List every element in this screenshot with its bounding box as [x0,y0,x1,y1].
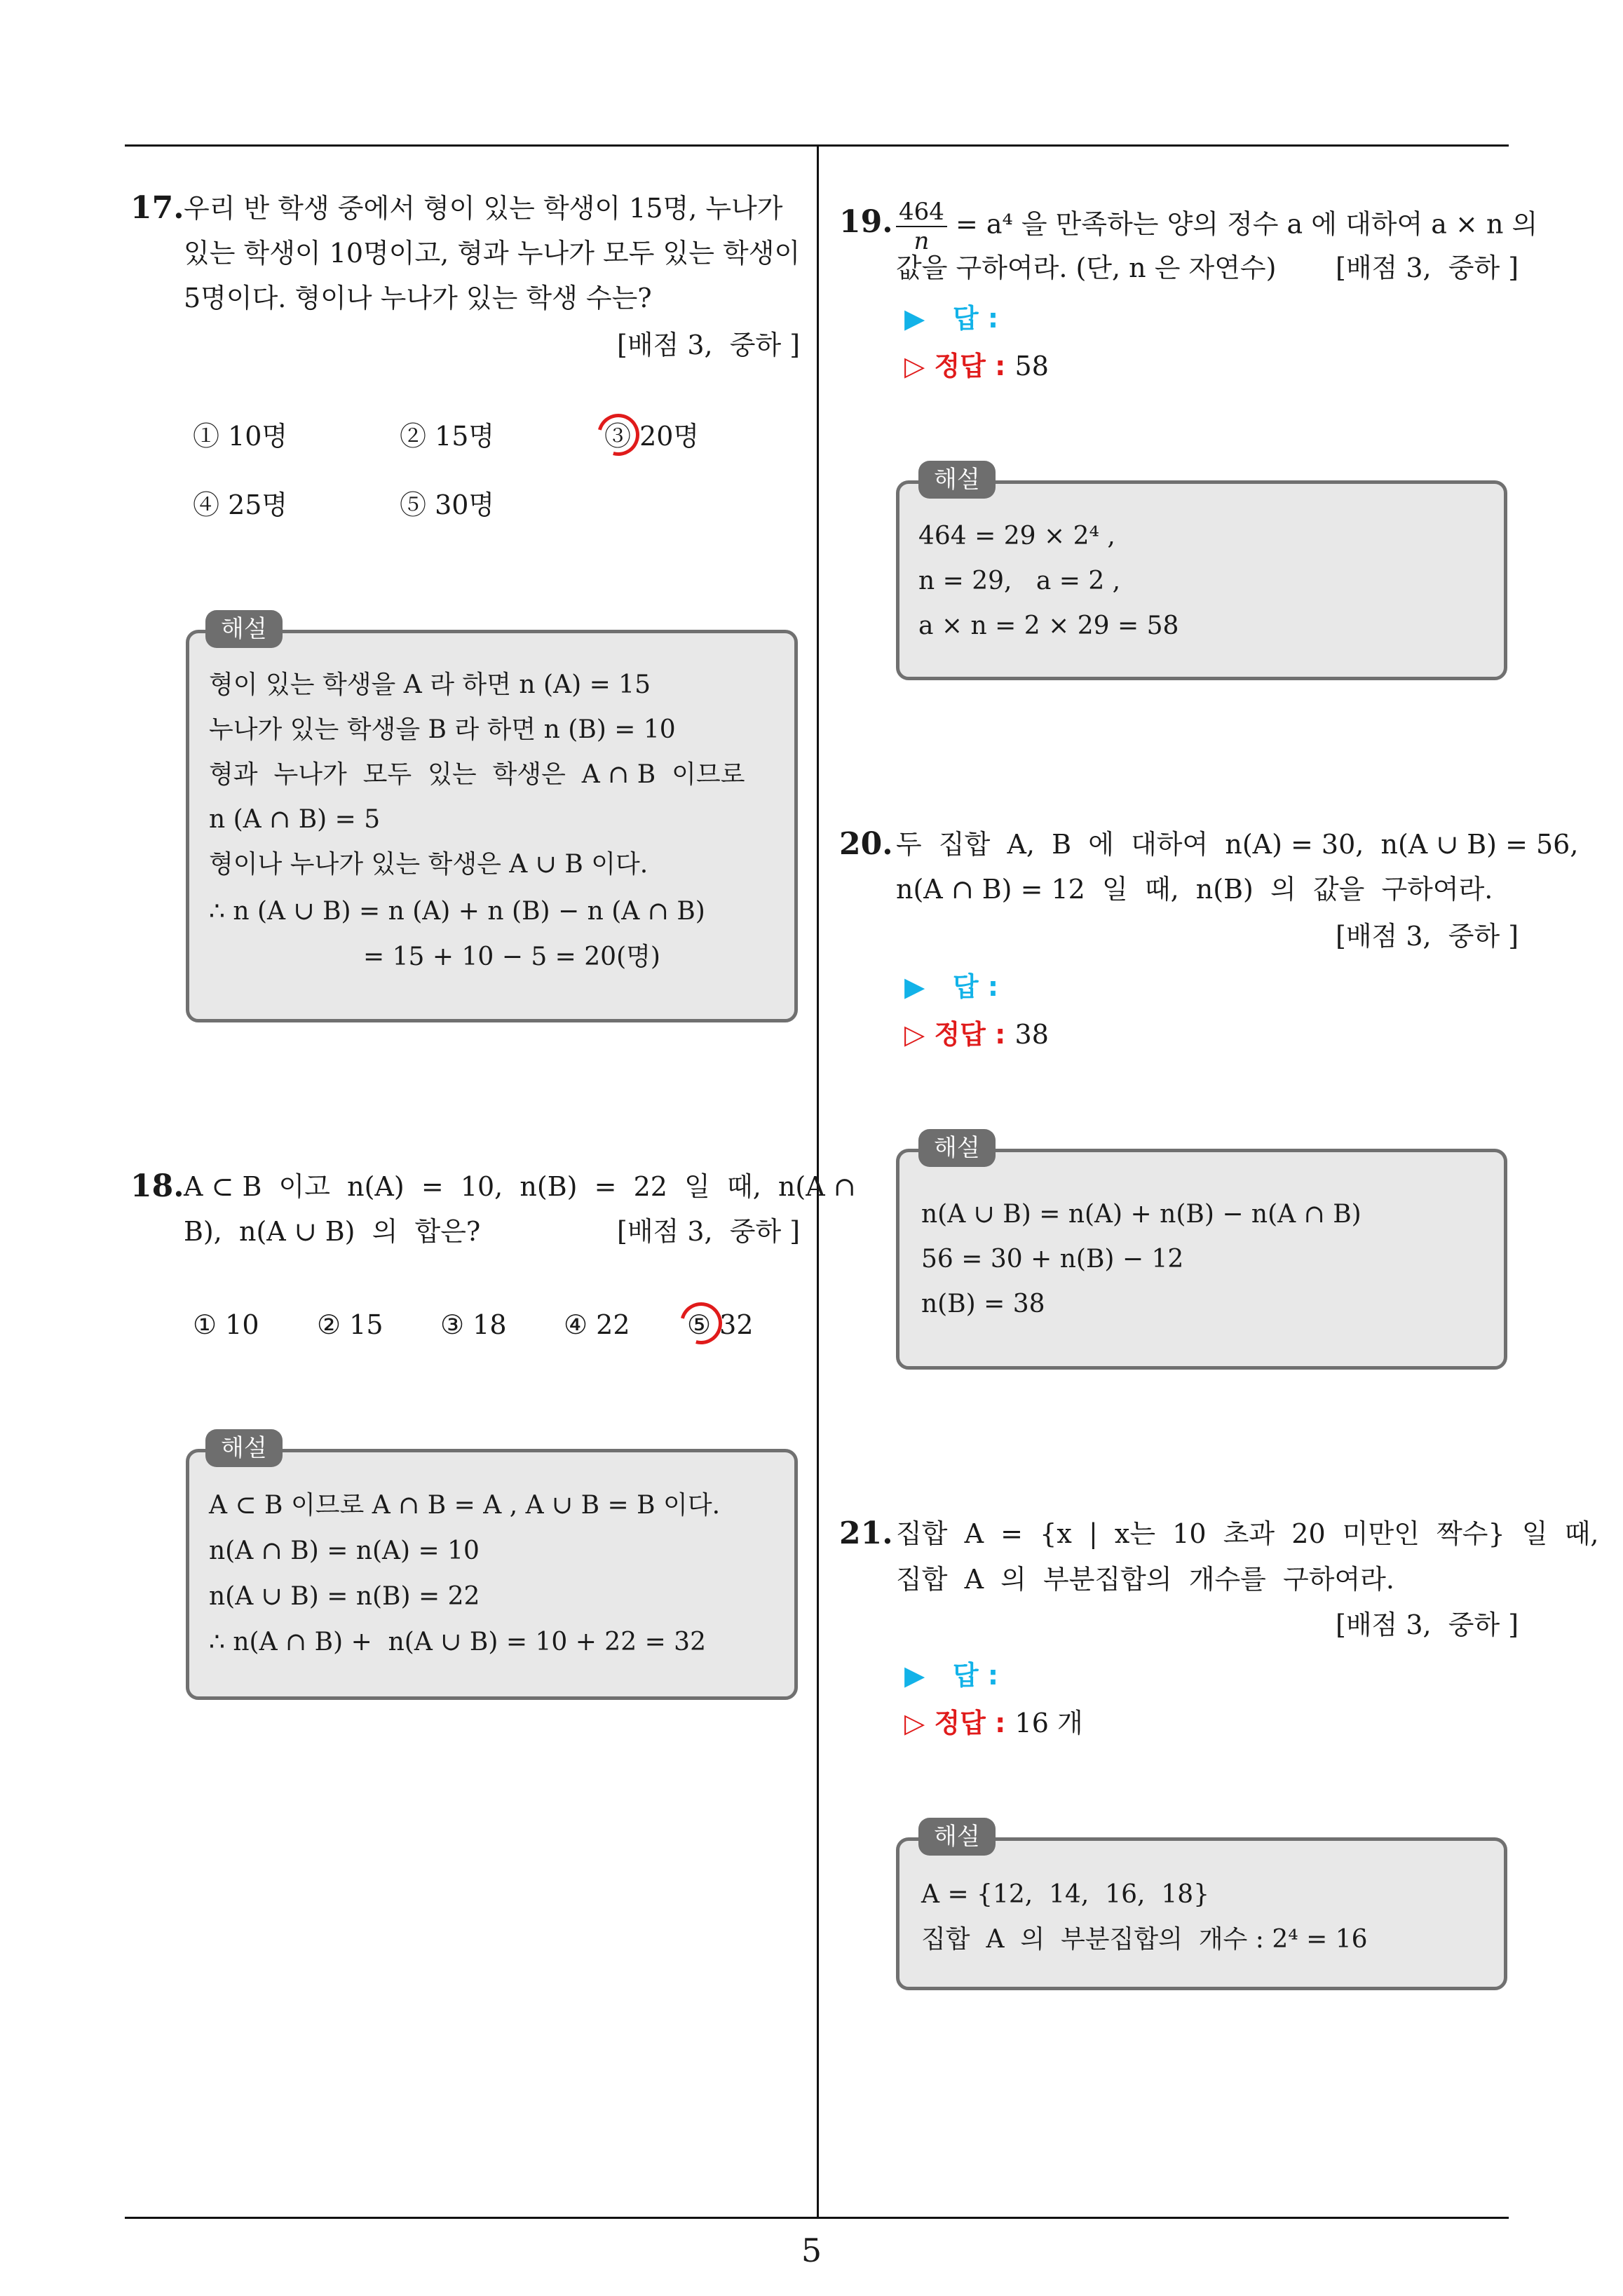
choice-2[interactable]: ② 15 [317,1309,383,1340]
score-meta: [배점 3, 중하 ] [1336,1609,1519,1640]
solution-line: 형이나 누나가 있는 학생은 A ∪ B 이다. [209,850,648,879]
choice-5[interactable]: ⑤ 30명 [400,489,495,520]
question-number: 18. [130,1168,184,1204]
solution-tag: 해설 [918,461,996,499]
question-text-line: 집합 A 의 부분집합의 개수를 구하여라. [896,1564,1394,1595]
score-meta: [배점 3, 중하 ] [617,1216,801,1247]
question-text-line: A ⊂ B 이고 n(A) = 10, n(B) = 22 일 때, n(A ∩ [184,1171,856,1202]
choice-1[interactable]: ① 10 [193,1309,259,1340]
correct-answer [904,1701,1083,1745]
solution-line: n(A ∪ B) = n(B) = 22 [209,1582,480,1611]
question-number: 19. [839,204,893,240]
choice-5[interactable]: ⑤ 32 [687,1309,754,1340]
page-number: 5 [801,2231,822,2269]
choice-3[interactable]: ③ 18 [440,1309,507,1340]
solution-line: A ⊂ B 이므로 A ∩ B = A , A ∪ B = B 이다. [209,1491,721,1520]
correct-answer-value: 58 [1014,351,1049,381]
correct-answer [904,344,1049,389]
solution-line: ∴ n(A ∩ B) + n(A ∪ B) = 10 + 22 = 32 [209,1628,706,1656]
question-number: 21. [839,1515,893,1551]
correct-answer-label: ▷ 정답 : [904,1708,1006,1738]
solution-line: A = {12, 14, 16, 18} [921,1880,1210,1909]
choice-1[interactable]: ① 10명 [193,421,288,452]
question-text-line: 값을 구하여라. (단, n 은 자연수) [896,252,1277,283]
question-text-line: 집합 A = {x | x는 10 초과 20 미만인 짝수} 일 때, [896,1518,1599,1549]
solution-line: ∴ n (A ∪ B) = n (A) + n (B) − n (A ∩ B) [209,897,705,926]
fraction-numerator: 464 [896,200,947,227]
score-meta: [배점 3, 중하 ] [617,330,801,360]
choice-2[interactable]: ② 15명 [400,421,495,452]
answer-input-label[interactable]: ▶ 답 : [904,1660,999,1691]
score-meta: [배점 3, 중하 ] [1336,252,1519,283]
question-text-line: 두 집합 A, B 에 대하여 n(A) = 30, n(A ∪ B) = 56, [896,829,1579,860]
solution-line: 형이 있는 학생을 A 라 하면 n (A) = 15 [209,670,651,699]
correct-answer-label: ▷ 정답 : [904,1019,1006,1050]
choice-3[interactable]: ③ 20명 [604,421,700,452]
answer-input-label[interactable]: ▶ 답 : [904,303,999,334]
question-text-line: 우리 반 학생 중에서 형이 있는 학생이 15명, 누나가 [184,193,783,224]
solution-line: 집합 A 의 부분집합의 개수 : 2⁴ = 16 [921,1925,1368,1954]
fraction-denominator: n [914,227,930,255]
solution-tag: 해설 [205,1429,283,1467]
solution-line: 누나가 있는 학생을 B 라 하면 n (B) = 10 [209,715,676,744]
solution-line: = 15 + 10 − 5 = 20(명) [363,943,660,971]
choice-4[interactable]: ④ 25명 [193,489,288,520]
question-number: 17. [130,190,184,226]
correct-answer-value: 16 개 [1014,1708,1083,1738]
question-text-line: 5명이다. 형이나 누나가 있는 학생 수는? [184,283,652,313]
solution-tag: 해설 [918,1129,996,1167]
solution-tag: 해설 [205,610,283,648]
solution-line: 464 = 29 × 2⁴ , [918,522,1115,551]
solution-line: 형과 누나가 모두 있는 학생은 A ∩ B 이므로 [209,760,745,789]
score-meta: [배점 3, 중하 ] [1336,921,1519,952]
solution-tag: 해설 [918,1818,996,1856]
correct-answer-label: ▷ 정답 : [904,351,1006,381]
solution-line: n(A ∩ B) = n(A) = 10 [209,1537,480,1565]
solution-line: n (A ∩ B) = 5 [209,805,381,834]
question-text-rest: = a⁴ 을 만족하는 양의 정수 a 에 대하여 a × n 의 [946,208,1538,240]
solution-line: n = 29, a = 2 , [918,567,1121,595]
solution-line: a × n = 2 × 29 = 58 [918,612,1179,640]
solution-line: 56 = 30 + n(B) − 12 [921,1245,1184,1274]
choice-4[interactable]: ④ 22 [564,1309,630,1340]
question-number: 20. [839,826,893,862]
solution-line: n(A ∪ B) = n(A) + n(B) − n(A ∩ B) [921,1200,1361,1229]
question-text-line: 있는 학생이 10명이고, 형과 누나가 모두 있는 학생이 [184,238,801,269]
solution-line: n(B) = 38 [921,1290,1045,1318]
answer-input-label[interactable]: ▶ 답 : [904,971,999,1002]
question-text-line: n(A ∩ B) = 12 일 때, n(B) 의 값을 구하여라. [896,874,1493,905]
correct-answer-value: 38 [1014,1019,1049,1050]
correct-answer [904,1012,1049,1057]
question-text-line: B), n(A ∪ B) 의 합은? [184,1216,481,1247]
